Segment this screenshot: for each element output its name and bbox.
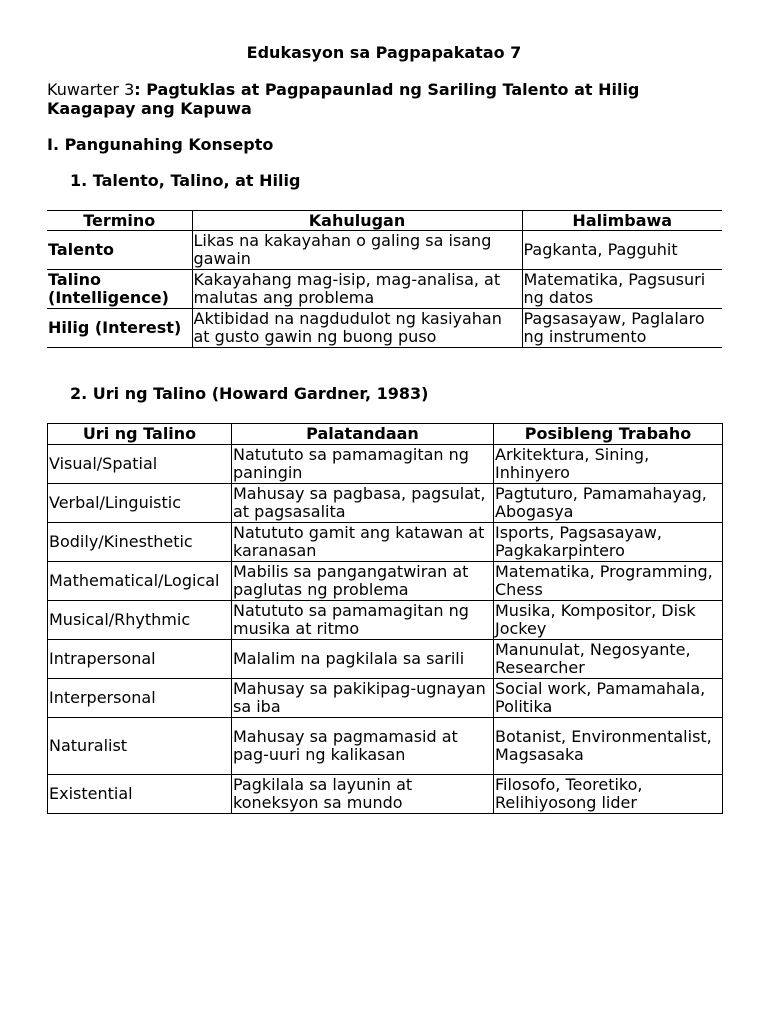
- example-cell: Pagsasayaw, Paglalaro ng instrumento: [522, 309, 722, 348]
- indicator-cell: Natututo sa pamamagitan ng musika at ritmo: [232, 601, 494, 640]
- career-cell: Manunulat, Negosyante, Researcher: [494, 640, 723, 679]
- section-heading: I. Pangunahing Konsepto: [47, 135, 274, 154]
- career-cell: Isports, Pagsasayaw, Pagkakarpintero: [494, 523, 723, 562]
- indicator-cell: Malalim na pagkilala sa sarili: [232, 640, 494, 679]
- indicator-cell: Natututo sa pamamagitan ng paningin: [232, 445, 494, 484]
- indicator-cell: Mahusay sa pagmamasid at pag-uuri ng kalikasan: [232, 718, 494, 775]
- column-header: Termino: [47, 211, 192, 231]
- table-header-row: [47, 211, 722, 231]
- intelligence-type-cell: Interpersonal: [48, 679, 232, 718]
- intelligence-type-cell: Naturalist: [48, 718, 232, 775]
- definition-cell: Likas na kakayahan o galing sa isang gawain: [192, 231, 522, 270]
- intelligence-type-cell: Verbal/Linguistic: [48, 484, 232, 523]
- table-row: [48, 562, 723, 601]
- quarter-label: Kuwarter 3: [47, 80, 135, 99]
- intelligence-type-cell: Musical/Rhythmic: [48, 601, 232, 640]
- career-cell: Arkitektura, Sining, Inhinyero: [494, 445, 723, 484]
- quarter-heading: [47, 80, 727, 118]
- table-header-row: [48, 424, 723, 445]
- example-cell: Matematika, Pagsusuri ng datos: [522, 270, 722, 309]
- indicator-cell: Mahusay sa pakikipag-ugnayan sa iba: [232, 679, 494, 718]
- column-header: Posibleng Trabaho: [494, 424, 723, 445]
- document-title: Edukasyon sa Pagpapakatao 7: [246, 43, 522, 62]
- indicator-cell: Pagkilala sa layunin at koneksyon sa mundo: [232, 775, 494, 814]
- term-cell: Talino (Intelligence): [47, 270, 192, 309]
- subsection-heading-1: 1. Talento, Talino, at Hilig: [70, 171, 301, 190]
- table-row: [48, 523, 723, 562]
- column-header: Halimbawa: [522, 211, 722, 231]
- career-cell: Botanist, Environmentalist, Magsasaka: [494, 718, 723, 775]
- definition-cell: Aktibidad na nagdudulot ng kasiyahan at gusto gawin ng buong puso: [192, 309, 522, 348]
- intelligence-type-cell: Visual/Spatial: [48, 445, 232, 484]
- column-header: Uri ng Talino: [48, 424, 232, 445]
- table-row: [48, 718, 723, 775]
- intelligence-type-cell: Mathematical/Logical: [48, 562, 232, 601]
- subsection-heading-2: 2. Uri ng Talino (Howard Gardner, 1983): [70, 384, 429, 403]
- career-cell: Filosofo, Teoretiko, Relihiyosong lider: [494, 775, 723, 814]
- career-cell: Social work, Pamamahala, Politika: [494, 679, 723, 718]
- example-cell: Pagkanta, Pagguhit: [522, 231, 722, 270]
- indicator-cell: Natututo gamit ang katawan at karanasan: [232, 523, 494, 562]
- table-row: [47, 270, 722, 309]
- indicator-cell: Mabilis sa pangangatwiran at paglutas ng problema: [232, 562, 494, 601]
- quarter-title: : Pagtuklas at Pagpapaunlad ng Sariling Talento at Hilig Kaagapay ang Kapuwa: [47, 80, 640, 118]
- career-cell: Matematika, Programming, Chess: [494, 562, 723, 601]
- table-row: [47, 309, 722, 348]
- table-row: [48, 445, 723, 484]
- career-cell: Musika, Kompositor, Disk Jockey: [494, 601, 723, 640]
- table-row: [48, 640, 723, 679]
- definition-cell: Kakayahang mag-isip, mag-analisa, at malutas ang problema: [192, 270, 522, 309]
- intelligence-type-cell: Bodily/Kinesthetic: [48, 523, 232, 562]
- career-cell: Pagtuturo, Pamamahayag, Abogasya: [494, 484, 723, 523]
- table-row: [48, 679, 723, 718]
- term-cell: Hilig (Interest): [47, 309, 192, 348]
- table-row: [48, 775, 723, 814]
- table-row: [48, 484, 723, 523]
- multiple-intelligences-table: [47, 423, 723, 814]
- column-header: Palatandaan: [232, 424, 494, 445]
- term-cell: Talento: [47, 231, 192, 270]
- column-header: Kahulugan: [192, 211, 522, 231]
- intelligence-type-cell: Existential: [48, 775, 232, 814]
- intelligence-type-cell: Intrapersonal: [48, 640, 232, 679]
- indicator-cell: Mahusay sa pagbasa, pagsulat, at pagsasalita: [232, 484, 494, 523]
- table-row: [48, 601, 723, 640]
- talento-talino-hilig-table: [47, 210, 722, 348]
- table-row: [47, 231, 722, 270]
